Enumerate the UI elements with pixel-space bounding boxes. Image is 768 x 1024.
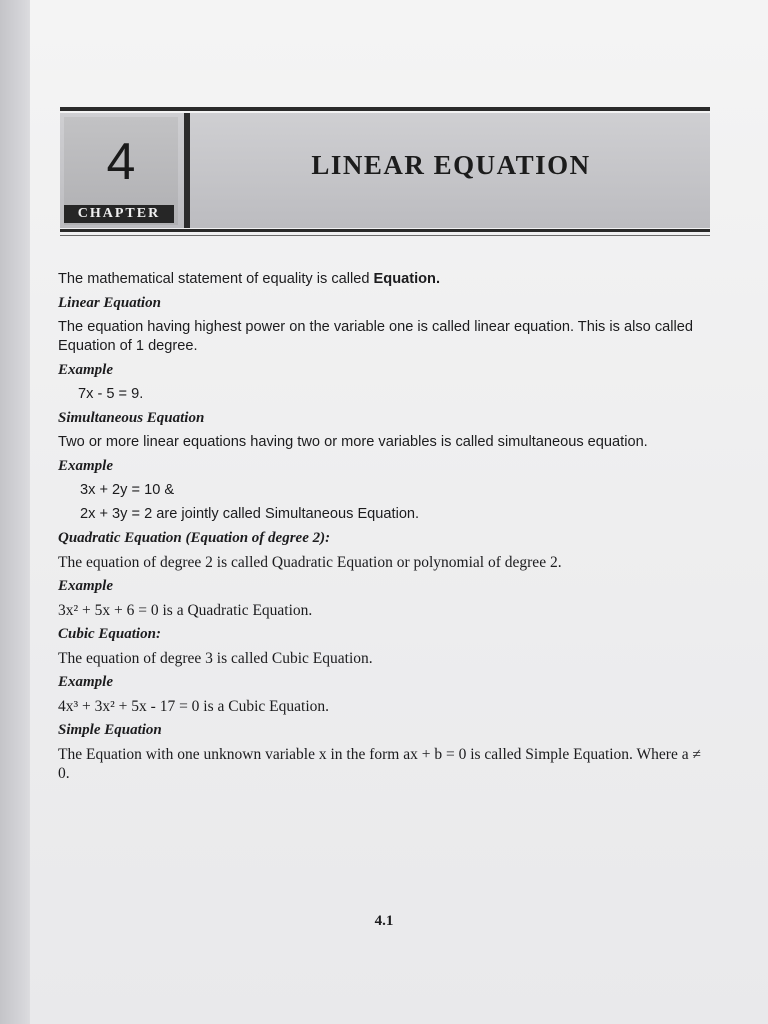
example-3-equation: 3x² + 5x + 6 = 0 is a Quadratic Equation. xyxy=(58,602,313,619)
intro-paragraph xyxy=(58,270,708,289)
simultaneous-definition: Two or more linear equations having two or more variables is called simultaneous equation. xyxy=(58,434,648,450)
header-bottom-thin-rule xyxy=(60,235,710,236)
example-1-heading: Example xyxy=(58,362,113,378)
cubic-heading: Cubic Equation: xyxy=(58,626,161,642)
header-divider xyxy=(184,113,190,228)
simultaneous-heading: Simultaneous Equation xyxy=(58,410,205,426)
quadratic-heading: Quadratic Equation (Equation of degree 2): xyxy=(58,530,331,546)
example-4-heading: Example xyxy=(58,674,113,690)
chapter-number: 4 xyxy=(106,133,136,191)
linear-definition: The equation having highest power on the variable one is called linear equation. This is also called Equation of 1 degree. xyxy=(58,319,693,354)
example-3-heading: Example xyxy=(58,578,113,594)
header-top-rule xyxy=(60,107,710,111)
chapter-title: LINEAR EQUATION xyxy=(311,150,591,180)
intro-text: The mathematical statement of equality is called xyxy=(58,271,374,287)
simple-heading: Simple Equation xyxy=(58,722,162,738)
page-number: 4.1 xyxy=(374,913,394,929)
example-2-heading: Example xyxy=(58,458,113,474)
header-bottom-rule xyxy=(60,229,710,232)
example-4-equation: 4x³ + 3x² + 5x - 17 = 0 is a Cubic Equation. xyxy=(58,698,330,715)
simple-definition: The Equation with one unknown variable x in the form ax + b = 0 is called Simple Equation. Where a ≠ 0. xyxy=(58,746,701,782)
cubic-definition: The equation of degree 3 is called Cubic Equation. xyxy=(58,650,373,667)
example-2-equation-2: 2x + 3y = 2 are jointly called Simultaneous Equation. xyxy=(80,506,420,522)
chapter-content xyxy=(58,270,708,788)
intro-term: Equation. xyxy=(373,271,441,287)
quadratic-definition: The equation of degree 2 is called Quadratic Equation or polynomial of degree 2. xyxy=(58,554,562,571)
example-2-equation-1: 3x + 2y = 10 & xyxy=(80,482,175,498)
example-1-equation: 7x - 5 = 9. xyxy=(78,386,144,402)
linear-heading: Linear Equation xyxy=(58,295,161,311)
chapter-label: CHAPTER xyxy=(64,205,174,223)
